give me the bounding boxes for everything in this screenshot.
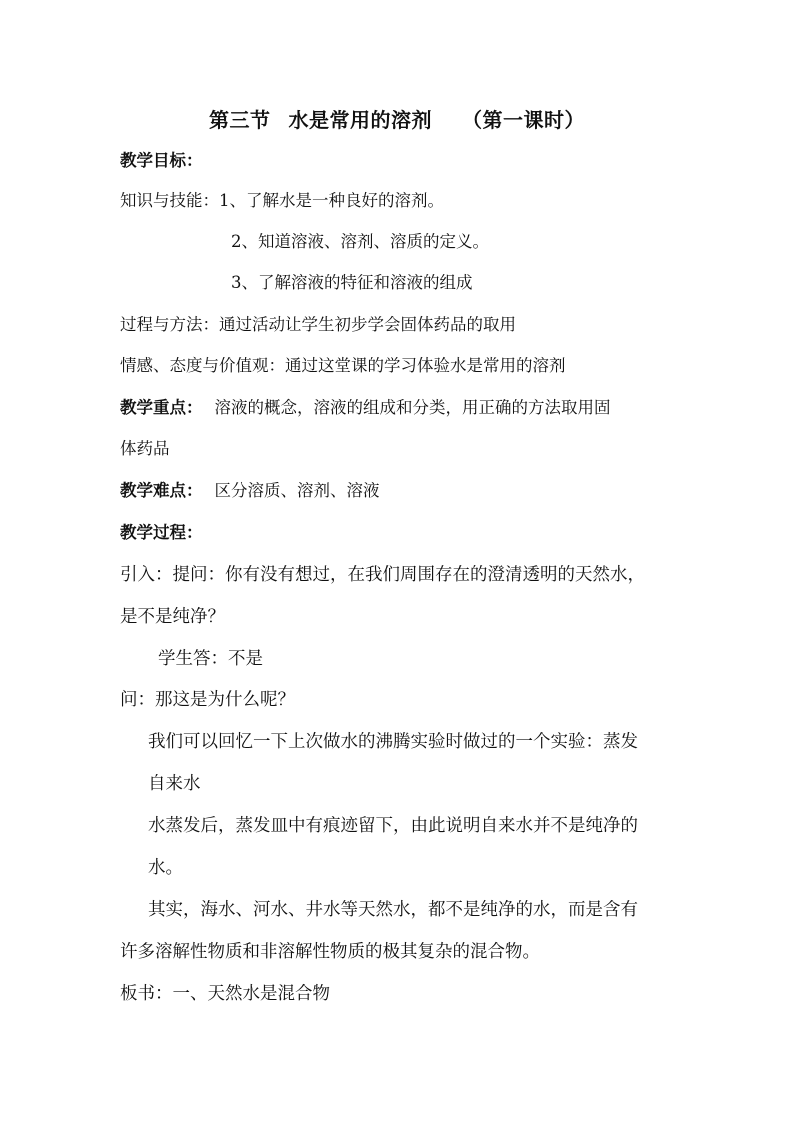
difficult-points-text: 区分溶质、溶剂、溶液 (214, 481, 380, 500)
process-method-line: 过程与方法：通过活动让学生初步学会固体药品的取用 (120, 315, 516, 334)
title-section: 第三节 (209, 108, 271, 132)
title-period: （第一课时） (462, 108, 585, 132)
body-line-question: 问：那这是为什么呢？ (120, 690, 295, 710)
key-points-text: 溶液的概念，溶液的组成和分类，用正确的方法取用固 (214, 398, 611, 417)
body-line-student-answer: 学生答：不是 (158, 649, 263, 669)
body-line-evaporation-cont: 水。 (148, 858, 183, 878)
body-line-recall: 我们可以回忆一下上次做水的沸腾实验时做过的一个实验：蒸发 (148, 732, 638, 752)
difficult-points-label: 教学难点： (120, 481, 203, 500)
knowledge-item-3: 3、了解溶液的特征和溶液的组成 (231, 273, 473, 292)
key-points-label: 教学重点： (120, 398, 203, 417)
body-line-intro-cont: 是不是纯净？ (120, 607, 225, 627)
body-line-intro: 引入：提问：你有没有想过，在我们周围存在的澄清透明的天然水， (120, 565, 645, 585)
key-points-line (120, 397, 611, 419)
body-line-natural-water: 其实，海水、河水、井水等天然水，都不是纯净的水，而是含有 (148, 900, 638, 920)
title-main: 水是常用的溶剂 (288, 108, 432, 132)
difficult-points-line (120, 480, 380, 502)
process-heading: 教学过程： (120, 523, 203, 542)
page-title (0, 104, 794, 133)
knowledge-item-2: 2、知道溶液、溶剂、溶质的定义。 (231, 232, 489, 251)
objectives-heading: 教学目标： (120, 151, 203, 170)
knowledge-label: 知识与技能： (120, 191, 219, 210)
emotion-values-line: 情感、态度与价值观：通过这堂课的学习体验水是常用的溶剂 (120, 356, 566, 375)
knowledge-skills-line (120, 190, 444, 212)
body-line-natural-water-cont: 许多溶解性物质和非溶解性物质的极其复杂的混合物。 (120, 942, 540, 962)
knowledge-item-1: 1、了解水是一种良好的溶剂。 (219, 191, 444, 210)
body-line-blackboard: 板书：一、天然水是混合物 (120, 984, 330, 1004)
body-line-recall-cont: 自来水 (148, 774, 201, 794)
body-line-evaporation: 水蒸发后，蒸发皿中有痕迹留下，由此说明自来水并不是纯净的 (148, 816, 638, 836)
key-points-continuation: 体药品 (120, 439, 170, 458)
